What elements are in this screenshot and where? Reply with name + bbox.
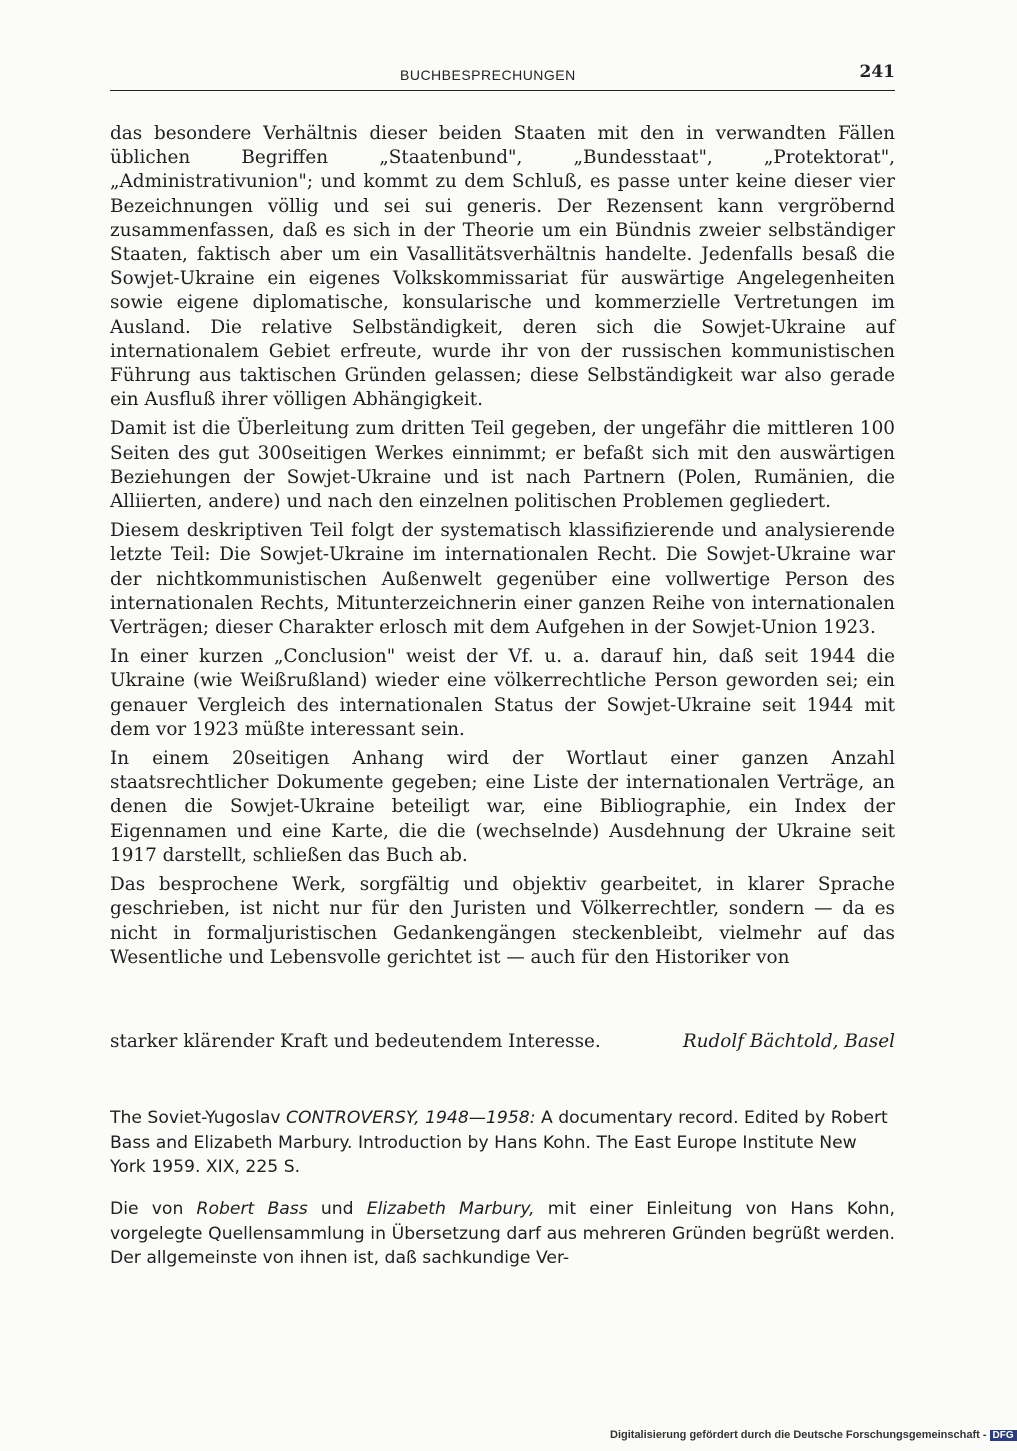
opening-part: mit einer Einleitung von Hans Kohn, vorgelegte Quellensammlung in Übersetzung darf aus mehreren Gründen begrüßt werden. Der allgemeinste von ihnen ist, daß sachkundige Ver-	[110, 1199, 895, 1268]
book-citation	[110, 1106, 895, 1180]
paragraph: In einem 20seitigen Anhang wird der Wortlaut einer ganzen Anzahl staatsrechtlicher Dokumente gegeben; eine Liste der internationalen Verträge, an denen die Sowjet-Ukraine beteiligt war, eine Bibliographie, ein Index der Eigennamen und eine Karte, die die (wechselnde) Ausdehnung der Ukraine seit 1917 darstellt, schließen das Buch ab.	[110, 748, 895, 866]
page-number: 241	[859, 62, 895, 82]
editor-name: Elizabeth Marbury,	[366, 1199, 535, 1219]
closing-text: starker klärender Kraft und bedeutendem Interesse.	[110, 1031, 601, 1052]
paragraph: das besondere Verhältnis dieser beiden Staaten mit den in verwandten Fällen üblichen Begriffen „Staatenbund", „Bundesstaat", „Protektorat", „Administrativunion"; und kommt zu dem Schluß, es passe unter keine dieser vier Bezeichnungen völlig und sei sui generis. Der Rezensent kann vergröbernd zusammenfassen, daß es sich in der Theorie um ein Bündnis zweier selbständiger Staaten, faktisch aber um ein Vasallitätsverhältnis handelte. Jedenfalls besaß die Sowjet-Ukraine ein eigenes Volkskommissariat für auswärtige Angelegenheiten sowie eigene diplomatische, konsularische und kommerzielle Vertretungen im Ausland. Die relative Selbständigkeit, deren sich die Sowjet-Ukraine auf internationalem Gebiet erfreute, wurde ihr von der russischen kommunistischen Führung aus taktischen Gründen gelassen; diese Selbständigkeit war also gerade ein Ausfluß ihrer völligen Abhängigkeit.	[110, 123, 895, 411]
opening-paragraph	[110, 1197, 895, 1271]
digitization-credit	[610, 1429, 1017, 1441]
editor-name: Robert Bass	[196, 1199, 308, 1219]
dfg-logo: DFG	[990, 1430, 1017, 1441]
citation-rest: A documentary record. Edited by Robert Bass and Elizabeth Marbury. Introduction by Hans Kohn. The East Europe Institute New York 1959. XIX, 225 S.	[110, 1108, 888, 1177]
paragraph: Das besprochene Werk, sorgfältig und objektiv gearbeitet, in klarer Sprache geschrieben, ist nicht nur für den Juristen und Völkerrechtler, sondern — da es nicht in formaljuristischen Gedankengängen steckenbleibt, vielmehr auf das Wesentliche und Lebensvolle gerichtet ist — auch für den Historiker von	[110, 874, 895, 968]
page-header	[110, 62, 895, 91]
paragraph: Diesem deskriptiven Teil folgt der systematisch klassifizierende und analysierende letzte Teil: Die Sowjet-Ukraine im internationalen Recht. Die Sowjet-Ukraine war der nichtkommunistischen Außenwelt gegenüber eine vollwertige Person des internationalen Rechts, Mitunterzeichnerin einer ganzen Reihe von internationalen Verträgen; dieser Charakter erlosch mit dem Aufgehen in der Sowjet-Union 1923.	[110, 520, 895, 639]
citation-text	[110, 1106, 895, 1180]
paragraph: Damit ist die Überleitung zum dritten Teil gegeben, der ungefähr die mittleren 100 Seiten des gut 300seitigen Werkes einnimmt; er befaßt sich mit den auswärtigen Beziehungen der Sowjet-Ukraine und ist nach Partnern (Polen, Rumänien, die Alliierten, andere) und nach den einzelnen politischen Problemen gegliedert.	[110, 418, 895, 513]
citation-title-italic: CONTROVERSY, 1948—1958:	[286, 1108, 536, 1128]
citation-prefix: The Soviet-Yugoslav	[110, 1108, 287, 1128]
paragraph: In einer kurzen „Conclusion" weist der Vf. u. a. darauf hin, daß seit 1944 die Ukraine (wie Weißrußland) wieder eine völkerrechtliche Person geworden sei; ein genauer Vergleich des internationalen Status der Sowjet-Ukraine seit 1944 mit dem vor 1923 müßte interessant sein.	[110, 646, 895, 740]
running-head: BUCHBESPRECHUNGEN	[400, 67, 576, 83]
opening-part: und	[307, 1199, 367, 1219]
review-text-body	[110, 122, 895, 975]
opening-part: Die von	[110, 1199, 197, 1219]
review-opening	[110, 1197, 895, 1271]
reviewer-signature: Rudolf Bächtold, Basel	[682, 1031, 895, 1052]
credit-text: Digitalisierung gefördert durch die Deutsche Forschungsgemeinschaft -	[610, 1429, 987, 1441]
